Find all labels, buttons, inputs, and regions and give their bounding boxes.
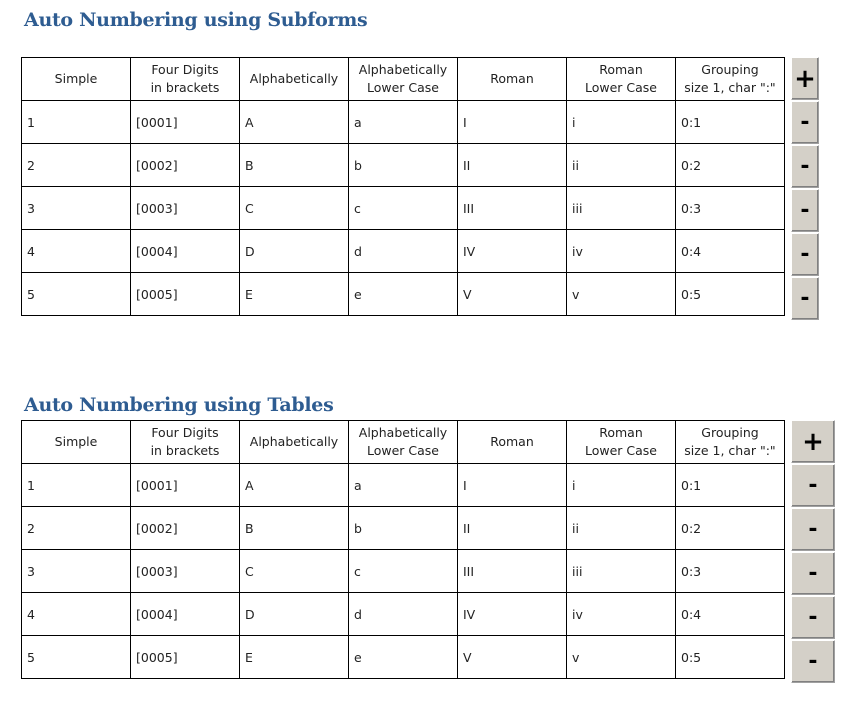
column-header-line: size 1, char ":": [684, 80, 776, 95]
table-row: [22, 550, 785, 593]
column-header: [240, 58, 349, 101]
table-cell: D: [240, 230, 349, 273]
table-cell: V: [458, 636, 567, 679]
table-row: [22, 636, 785, 679]
table-cell: d: [349, 593, 458, 636]
subforms-table: [21, 57, 785, 316]
table-row: [22, 230, 785, 273]
column-header: [131, 421, 240, 464]
table-cell: [0001]: [131, 464, 240, 507]
tables-buttons: [791, 420, 835, 684]
table-cell: II: [458, 507, 567, 550]
add-row-button[interactable]: +: [791, 57, 819, 100]
column-header-line: Grouping: [701, 62, 759, 77]
table-row: [22, 273, 785, 316]
subforms-buttons: [791, 57, 819, 321]
table-cell: 0:5: [676, 636, 785, 679]
column-header: [676, 58, 785, 101]
column-header-line: Alphabetically: [249, 71, 339, 86]
table-cell: 0:3: [676, 187, 785, 230]
table-cell: 2: [22, 144, 131, 187]
table-cell: [0001]: [131, 101, 240, 144]
table-cell: I: [458, 101, 567, 144]
remove-row-button[interactable]: -: [791, 145, 819, 188]
table-cell: 0:1: [676, 101, 785, 144]
column-header-line: Lower Case: [366, 443, 439, 458]
table-cell: a: [349, 464, 458, 507]
column-header-line: Alphabetically: [358, 425, 448, 440]
table-cell: E: [240, 273, 349, 316]
table-cell: [0002]: [131, 144, 240, 187]
column-header-line: Lower Case: [584, 443, 657, 458]
column-header: [676, 421, 785, 464]
table-cell: iii: [567, 550, 676, 593]
table-cell: 4: [22, 593, 131, 636]
column-header-line: Simple: [54, 71, 98, 86]
table-cell: 0:4: [676, 230, 785, 273]
table-cell: III: [458, 187, 567, 230]
table-cell: 2: [22, 507, 131, 550]
table-cell: D: [240, 593, 349, 636]
table-cell: 5: [22, 636, 131, 679]
column-header: [240, 421, 349, 464]
column-header-line: Four Digits: [151, 425, 219, 440]
section-title: Auto Numbering using Subforms: [24, 9, 368, 31]
table-cell: i: [567, 101, 676, 144]
table-cell: 4: [22, 230, 131, 273]
table-cell: iii: [567, 187, 676, 230]
table-cell: c: [349, 550, 458, 593]
column-header-line: in brackets: [150, 443, 220, 458]
remove-row-button[interactable]: -: [791, 189, 819, 232]
table-cell: IV: [458, 593, 567, 636]
table-cell: [0005]: [131, 273, 240, 316]
table-cell: A: [240, 101, 349, 144]
column-header-line: size 1, char ":": [684, 443, 776, 458]
table-cell: C: [240, 187, 349, 230]
column-header-line: Grouping: [701, 425, 759, 440]
table-cell: 0:2: [676, 144, 785, 187]
table-cell: B: [240, 144, 349, 187]
column-header-line: Roman: [599, 425, 643, 440]
section-title: Auto Numbering using Tables: [24, 394, 334, 416]
remove-row-button[interactable]: -: [791, 464, 835, 507]
table-cell: v: [567, 273, 676, 316]
add-row-button[interactable]: +: [791, 420, 835, 463]
table-cell: [0004]: [131, 593, 240, 636]
column-header: [458, 421, 567, 464]
table-cell: 0:4: [676, 593, 785, 636]
column-header-line: Simple: [54, 434, 98, 449]
column-header: [349, 421, 458, 464]
header-row: [22, 421, 785, 464]
remove-row-button[interactable]: -: [791, 596, 835, 639]
table-cell: [0003]: [131, 550, 240, 593]
table-cell: 0:1: [676, 464, 785, 507]
table-cell: 0:5: [676, 273, 785, 316]
table-cell: b: [349, 144, 458, 187]
table-cell: a: [349, 101, 458, 144]
table-cell: i: [567, 464, 676, 507]
table-cell: II: [458, 144, 567, 187]
remove-row-button[interactable]: -: [791, 277, 819, 320]
table-row: [22, 507, 785, 550]
table-cell: [0003]: [131, 187, 240, 230]
column-header-line: Lower Case: [366, 80, 439, 95]
table-cell: 1: [22, 464, 131, 507]
table-cell: 5: [22, 273, 131, 316]
table-row: [22, 593, 785, 636]
table-cell: 3: [22, 187, 131, 230]
table-cell: 1: [22, 101, 131, 144]
table-cell: c: [349, 187, 458, 230]
column-header-line: Lower Case: [584, 80, 657, 95]
table-cell: 0:2: [676, 507, 785, 550]
column-header-line: Alphabetically: [249, 434, 339, 449]
table-cell: E: [240, 636, 349, 679]
remove-row-button[interactable]: -: [791, 552, 835, 595]
column-header-line: Roman: [599, 62, 643, 77]
table-row: [22, 187, 785, 230]
table-cell: V: [458, 273, 567, 316]
table-cell: ii: [567, 144, 676, 187]
remove-row-button[interactable]: -: [791, 101, 819, 144]
table-cell: [0004]: [131, 230, 240, 273]
table-cell: v: [567, 636, 676, 679]
table-cell: ii: [567, 507, 676, 550]
column-header: [458, 58, 567, 101]
table-cell: A: [240, 464, 349, 507]
table-cell: I: [458, 464, 567, 507]
table-row: [22, 464, 785, 507]
column-header: [131, 58, 240, 101]
remove-row-button[interactable]: -: [791, 233, 819, 276]
column-header: [349, 58, 458, 101]
table-cell: e: [349, 273, 458, 316]
remove-row-button[interactable]: -: [791, 508, 835, 551]
table-cell: e: [349, 636, 458, 679]
table-cell: b: [349, 507, 458, 550]
column-header-line: in brackets: [150, 80, 220, 95]
table-cell: IV: [458, 230, 567, 273]
column-header-line: Alphabetically: [358, 62, 448, 77]
table-cell: 0:3: [676, 550, 785, 593]
table-cell: [0005]: [131, 636, 240, 679]
table-cell: C: [240, 550, 349, 593]
table-cell: iv: [567, 230, 676, 273]
table-cell: iv: [567, 593, 676, 636]
column-header: [22, 421, 131, 464]
remove-row-button[interactable]: -: [791, 640, 835, 683]
column-header: [22, 58, 131, 101]
table-row: [22, 101, 785, 144]
table-row: [22, 144, 785, 187]
table-cell: 3: [22, 550, 131, 593]
tables-table: [21, 420, 785, 679]
column-header-line: Roman: [490, 71, 534, 86]
column-header: [567, 421, 676, 464]
table-cell: B: [240, 507, 349, 550]
table-cell: d: [349, 230, 458, 273]
header-row: [22, 58, 785, 101]
column-header-line: Four Digits: [151, 62, 219, 77]
table-cell: III: [458, 550, 567, 593]
table-cell: [0002]: [131, 507, 240, 550]
column-header: [567, 58, 676, 101]
column-header-line: Roman: [490, 434, 534, 449]
